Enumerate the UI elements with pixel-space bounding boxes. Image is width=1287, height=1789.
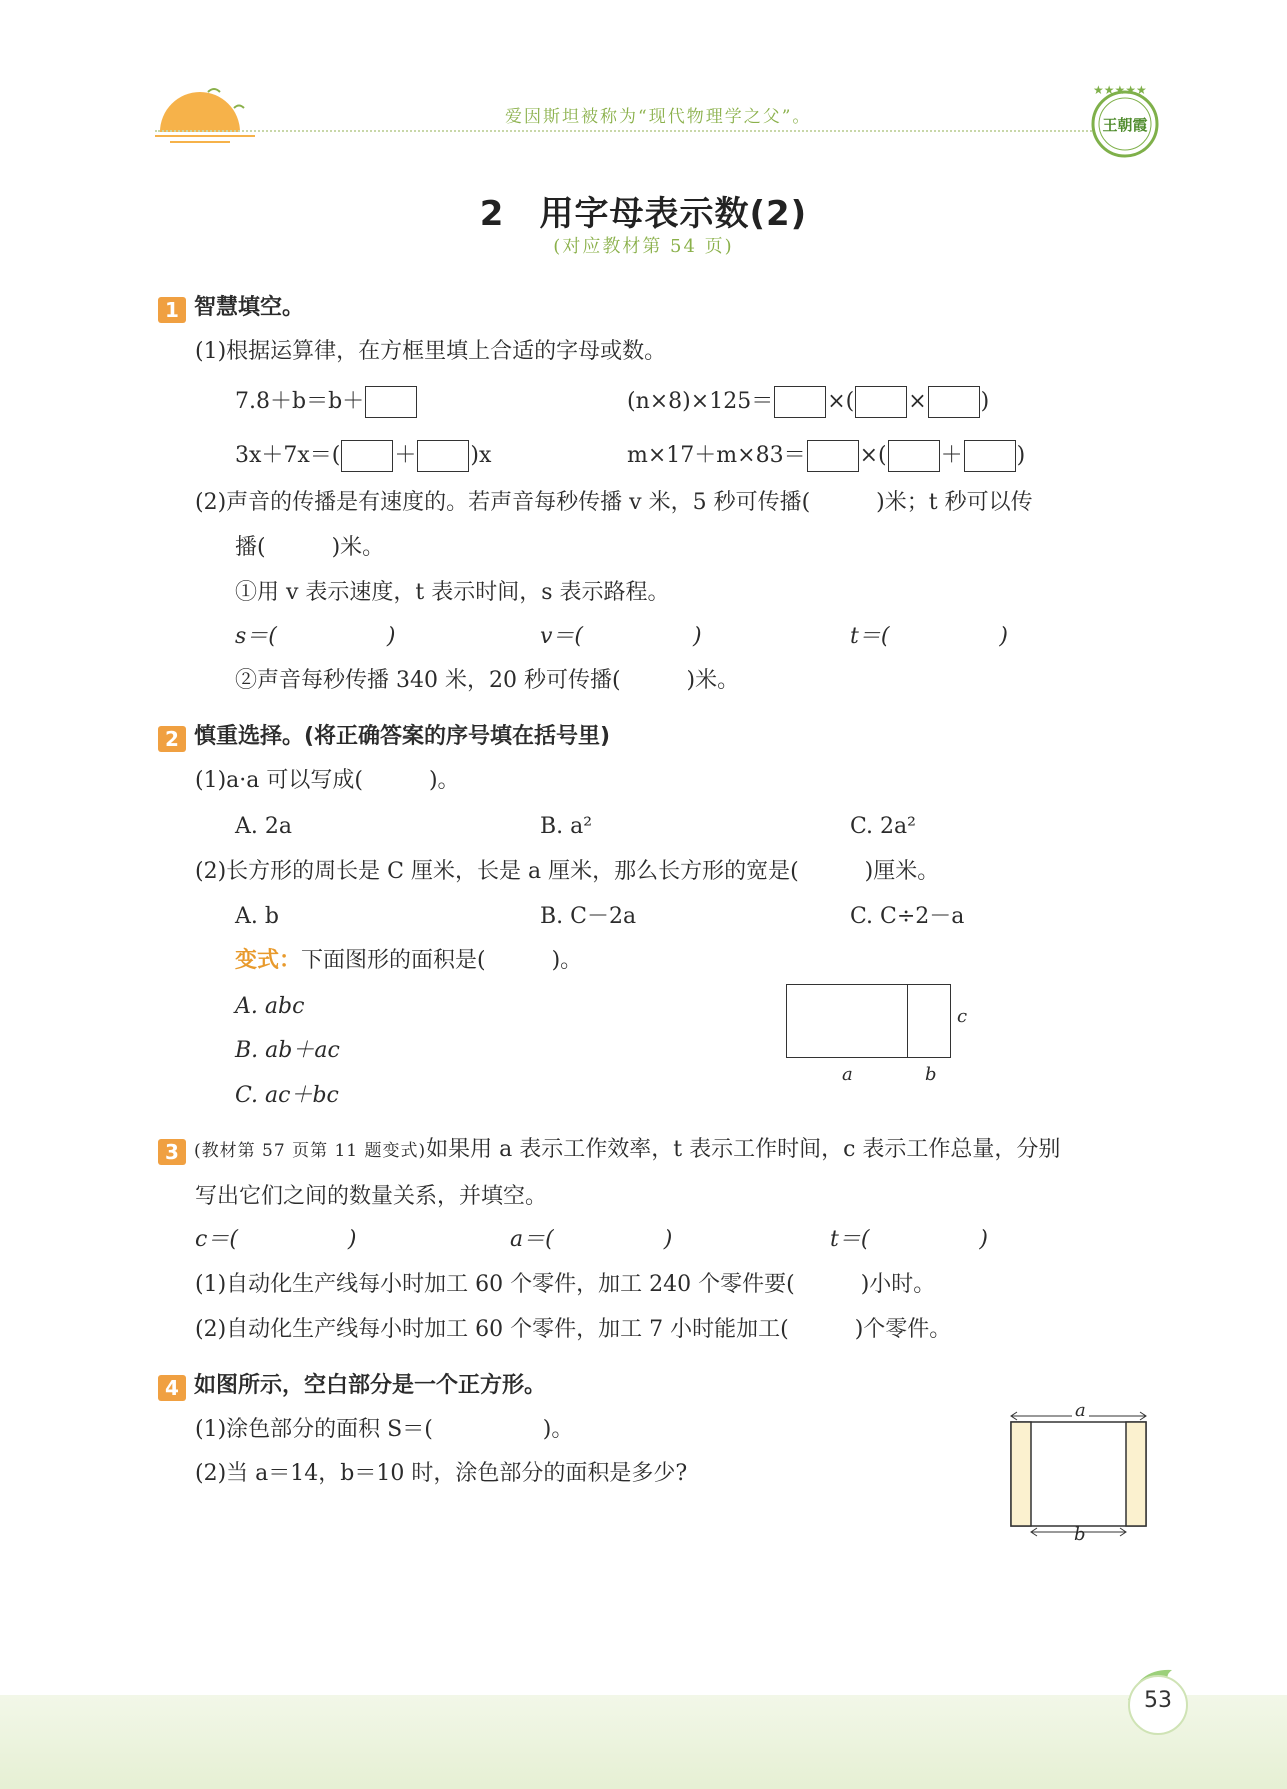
- fig-label-a: a: [842, 1064, 853, 1085]
- variant-label: 变式：: [235, 948, 302, 973]
- s1-q2-sub1: ①用 v 表示速度，t 表示时间，s 表示路程。: [235, 580, 670, 605]
- answer-box[interactable]: [774, 386, 826, 418]
- s1-eq4-text-b: ×(: [859, 443, 887, 468]
- s2-variant: [235, 946, 582, 976]
- s3-a-eq: a＝( ): [510, 1227, 673, 1252]
- s1-eq3-text-c: )x: [470, 443, 492, 468]
- s1-eq1: [235, 386, 418, 418]
- s2-q1-opt-c: C. 2a²: [850, 814, 916, 839]
- s2-q1: (1)a·a 可以写成( )。: [195, 768, 460, 793]
- section-2-heading: [158, 722, 610, 752]
- s1-eq2-text-d: ): [980, 389, 990, 414]
- header-quote: 爱因斯坦被称为“现代物理学之父”。: [505, 107, 812, 127]
- s1-q2-line2: 播( )米。: [235, 535, 385, 560]
- s1-eq3-text-a: 3x＋7x＝(: [235, 443, 341, 468]
- s2-q1-opt-a: A. 2a: [235, 814, 292, 839]
- variant-rectangle-figure: [786, 984, 954, 1058]
- s1-eq3-text-b: ＋: [394, 443, 417, 468]
- footer-band: [0, 1695, 1287, 1789]
- page-subtitle: (对应教材第 54 页): [553, 236, 734, 257]
- answer-box[interactable]: [365, 386, 417, 418]
- section-2-number: 2: [158, 726, 186, 752]
- page-number: 53: [1144, 1688, 1172, 1713]
- brand-badge: [1085, 78, 1165, 162]
- s1-eq4: [627, 440, 1025, 472]
- fig4-label-b: b: [1074, 1524, 1086, 1545]
- s1-eq2-text-a: (n×8)×125＝: [627, 389, 774, 414]
- s3-q1: (1)自动化生产线每小时加工 60 个零件，加工 240 个零件要( )小时。: [195, 1272, 936, 1297]
- s1-eq2: [627, 386, 989, 418]
- brand-badge-text: 王朝霞: [1102, 116, 1148, 134]
- fig-label-c: c: [957, 1006, 968, 1027]
- s1-eq4-text-c: ＋: [940, 443, 963, 468]
- s4-q2: (2)当 a＝14，b＝10 时，涂色部分的面积是多少?: [195, 1461, 688, 1486]
- rect-right: [906, 984, 951, 1058]
- s2-q2-opt-a: A. b: [235, 904, 279, 929]
- s1-eq2-text-b: ×(: [827, 389, 855, 414]
- answer-box[interactable]: [928, 386, 980, 418]
- answer-box[interactable]: [964, 440, 1016, 472]
- s1-q2-line1: (2)声音的传播是有速度的。若声音每秒传播 v 米，5 秒可传播( )米；t 秒可以传: [195, 490, 1033, 515]
- section-1-heading: [158, 293, 304, 323]
- section-2-title: 慎重选择。(将正确答案的序号填在括号里): [194, 724, 611, 749]
- section-1-number: 1: [158, 297, 186, 323]
- section-3-prefix: (教材第 57 页第 11 题变式): [194, 1141, 427, 1161]
- section-3-line1: 如果用 a 表示工作效率，t 表示工作时间，c 表示工作总量，分别: [426, 1137, 1061, 1162]
- s1-v-eq: v＝( ): [540, 624, 702, 649]
- s2-q2-opt-c: C. C÷2－a: [850, 904, 965, 929]
- s3-c-eq: c＝( ): [195, 1227, 357, 1252]
- fig-label-b: b: [925, 1064, 937, 1085]
- answer-box[interactable]: [417, 440, 469, 472]
- s1-t-eq: t＝( ): [850, 624, 1009, 649]
- s2-q2-opt-b: B. C－2a: [540, 904, 637, 929]
- s2-variant-opt-c: C. ac＋bc: [235, 1083, 339, 1108]
- section-4-number: 4: [158, 1375, 186, 1401]
- s3-q2: (2)自动化生产线每小时加工 60 个零件，加工 7 小时能加工( )个零件。: [195, 1317, 952, 1342]
- sun-logo-icon: [150, 80, 260, 150]
- answer-box[interactable]: [888, 440, 940, 472]
- section-3-number: 3: [158, 1139, 186, 1165]
- answer-box[interactable]: [855, 386, 907, 418]
- answer-box[interactable]: [341, 440, 393, 472]
- section-4-title: 如图所示，空白部分是一个正方形。: [194, 1373, 547, 1398]
- s1-eq3: [235, 440, 491, 472]
- section-3-line2: 写出它们之间的数量关系，并填空。: [195, 1184, 548, 1209]
- section-3-heading: [158, 1135, 1060, 1166]
- s1-s-eq: s＝( ): [235, 624, 396, 649]
- variant-text: 下面图形的面积是( )。: [301, 948, 583, 973]
- shaded-square-figure: [1008, 1400, 1158, 1546]
- s1-eq1-text: 7.8＋b＝b＋: [235, 389, 365, 414]
- fig4-label-a: a: [1072, 1400, 1089, 1421]
- answer-box[interactable]: [807, 440, 859, 472]
- s1-q1: (1)根据运算律，在方框里填上合适的字母或数。: [195, 339, 667, 364]
- page-title: 2 用字母表示数(2): [479, 194, 808, 234]
- section-1-title: 智慧填空。: [194, 295, 305, 320]
- s1-q2-sub2: ②声音每秒传播 340 米，20 秒可传播( )米。: [235, 668, 740, 693]
- s2-variant-opt-b: B. ab＋ac: [235, 1038, 340, 1063]
- section-4-heading: [158, 1371, 546, 1401]
- s2-variant-opt-a: A. abc: [235, 994, 305, 1019]
- s4-q1: (1)涂色部分的面积 S＝( )。: [195, 1417, 574, 1442]
- s2-q2: (2)长方形的周长是 C 厘米，长是 a 厘米，那么长方形的宽是( )厘米。: [195, 859, 940, 884]
- s1-eq4-text-d: ): [1016, 443, 1026, 468]
- svg-text:★★★★★: ★★★★★: [1093, 83, 1147, 97]
- s1-eq2-text-c: ×: [908, 389, 927, 414]
- s2-q1-opt-b: B. a²: [540, 814, 593, 839]
- rect-left: [786, 984, 908, 1058]
- s3-t-eq: t＝( ): [830, 1227, 989, 1252]
- s1-eq4-text-a: m×17＋m×83＝: [627, 443, 806, 468]
